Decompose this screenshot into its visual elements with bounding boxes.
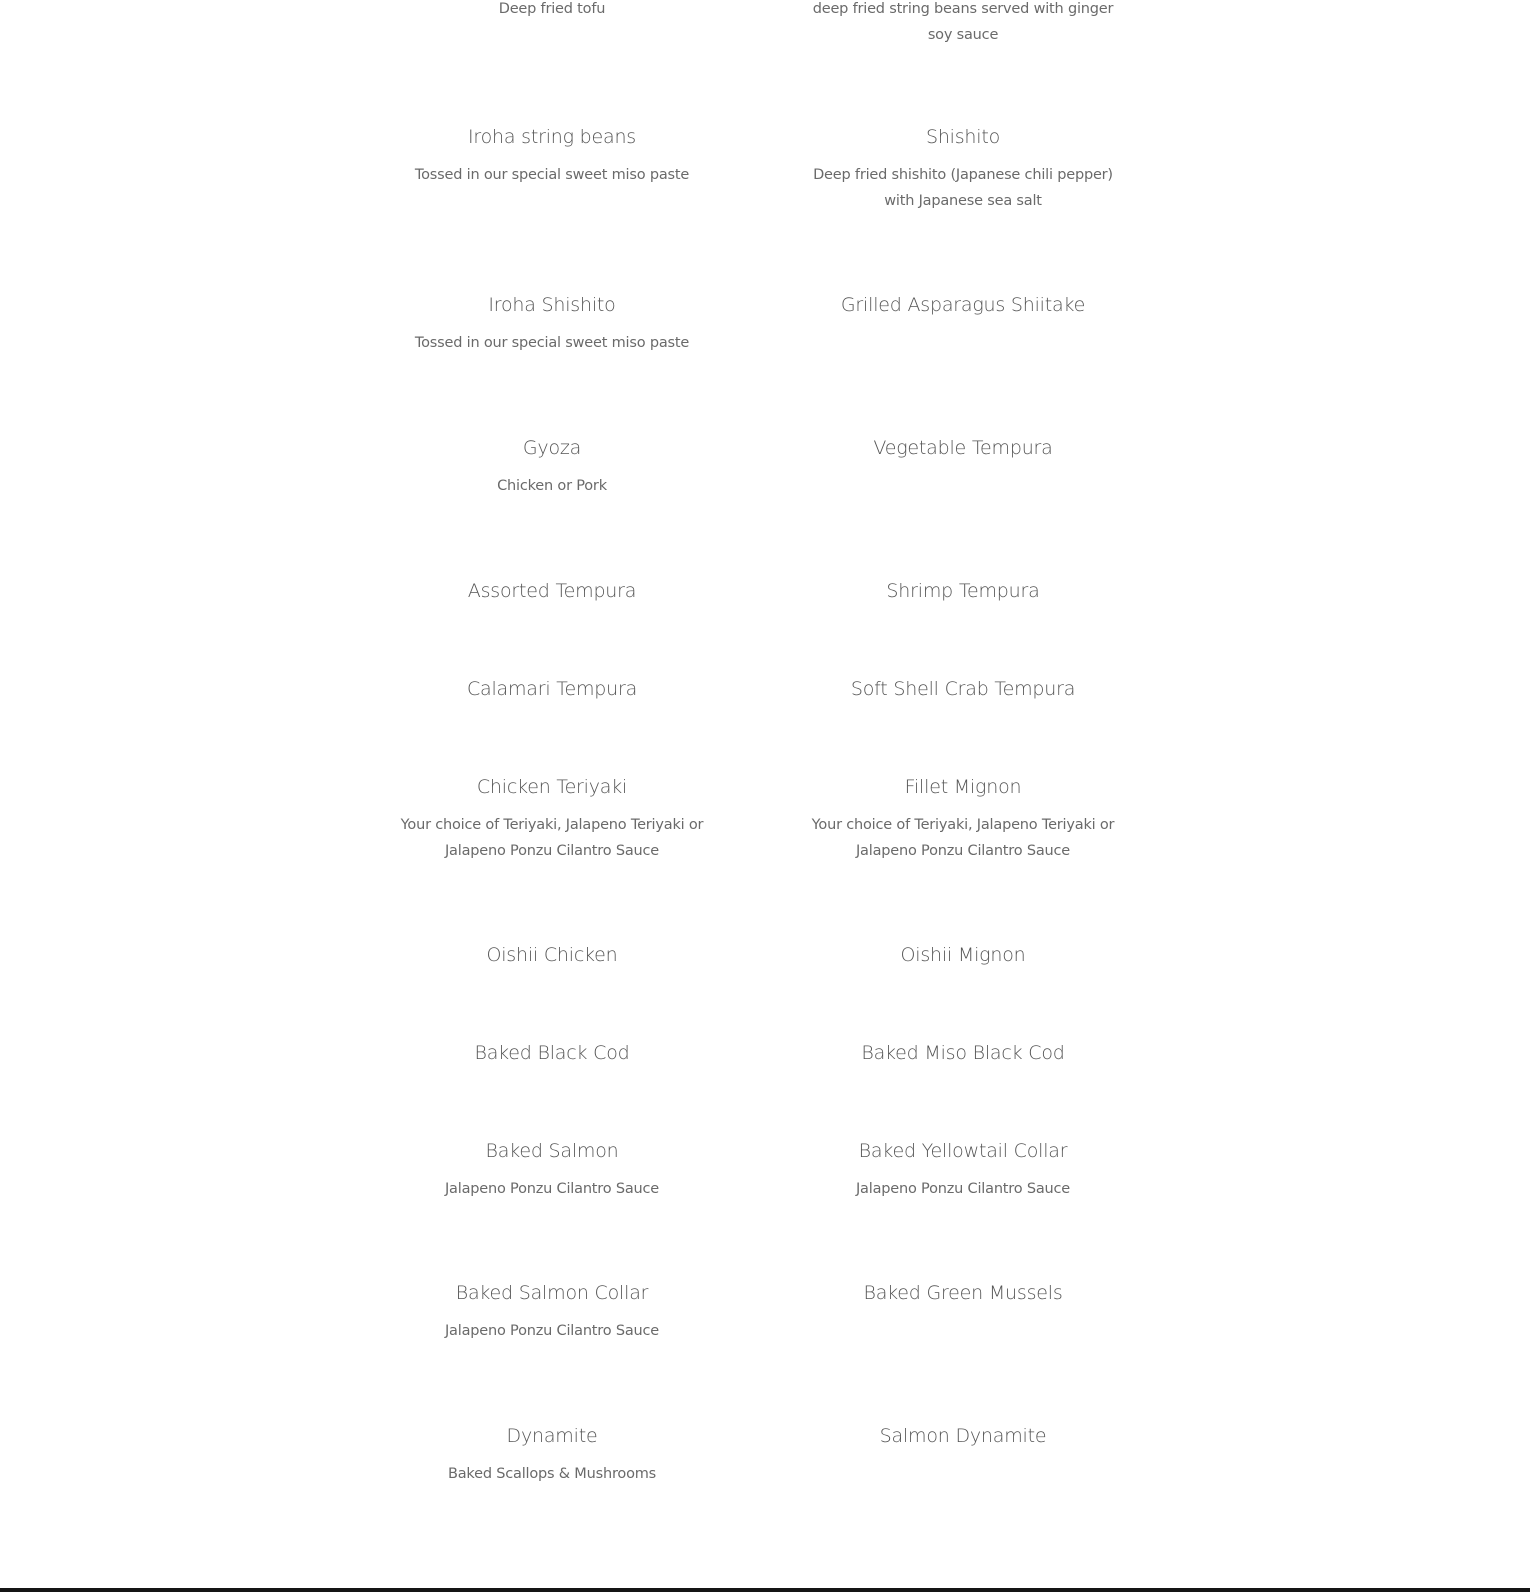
item-description: Chicken or Pork	[497, 478, 607, 494]
menu-item-dynamite	[392, 1424, 712, 1487]
item-description: Deep fried shishito (Japanese chili pepper) with Japanese sea salt	[813, 167, 1113, 209]
item-description: Jalapeno Ponzu Cilantro Sauce	[444, 1323, 659, 1339]
item-description: Baked Scallops & Mushrooms	[447, 1466, 657, 1482]
item-name: Grilled Asparagus Shiitake	[840, 294, 1086, 316]
item-description: Deep fried tofu	[498, 1, 606, 17]
menu-item-baked-black-cod	[392, 1041, 712, 1065]
menu-item-shishito	[803, 125, 1123, 214]
menu-item-salmon-dynamite	[803, 1424, 1123, 1448]
item-description: Tossed in our special sweet miso paste	[414, 335, 690, 351]
item-name: Calamari Tempura	[466, 678, 638, 700]
menu-item-calamari-tempura	[392, 677, 712, 701]
menu-item-baked-yellowtail-collar	[803, 1139, 1123, 1202]
bottom-divider	[0, 1588, 1530, 1592]
menu-item-string-beans-partial	[803, 0, 1123, 48]
item-name: Baked Salmon	[485, 1140, 619, 1162]
menu-item-chicken-teriyaki	[392, 775, 712, 864]
item-name: Chicken Teriyaki	[476, 776, 628, 798]
item-description: Jalapeno Ponzu Cilantro Sauce	[855, 1181, 1070, 1197]
item-name: Soft Shell Crab Tempura	[850, 678, 1076, 700]
menu-item-baked-salmon-collar	[392, 1281, 712, 1344]
item-name: Iroha string beans	[467, 126, 636, 148]
item-name: Baked Yellowtail Collar	[858, 1140, 1068, 1162]
item-name: Iroha Shishito	[488, 294, 616, 316]
menu-item-iroha-string-beans	[392, 125, 712, 188]
item-name: Oishii Chicken	[486, 944, 618, 966]
item-description: deep fried string beans served with ginger soy sauce	[812, 1, 1114, 43]
item-name: Gyoza	[522, 437, 582, 459]
item-name: Shishito	[925, 126, 1001, 148]
menu-item-baked-salmon	[392, 1139, 712, 1202]
item-description: Tossed in our special sweet miso paste	[414, 167, 690, 183]
item-name: Vegetable Tempura	[873, 437, 1053, 459]
menu-item-vegetable-tempura	[803, 436, 1123, 460]
item-name: Salmon Dynamite	[879, 1425, 1047, 1447]
item-name: Baked Salmon Collar	[455, 1282, 649, 1304]
menu-item-iroha-shishito	[392, 293, 712, 356]
item-name: Baked Green Mussels	[863, 1282, 1063, 1304]
menu-item-assorted-tempura	[392, 579, 712, 603]
menu-item-grilled-asparagus-shiitake	[803, 293, 1123, 317]
menu-item-deep-fried-tofu	[392, 0, 712, 22]
menu-item-fillet-mignon	[803, 775, 1123, 864]
item-name: Dynamite	[506, 1425, 598, 1447]
menu-item-baked-miso-black-cod	[803, 1041, 1123, 1065]
menu-item-shrimp-tempura	[803, 579, 1123, 603]
menu-item-oishii-mignon	[803, 943, 1123, 967]
menu-item-oishii-chicken	[392, 943, 712, 967]
item-name: Shrimp Tempura	[886, 580, 1040, 602]
item-name: Baked Miso Black Cod	[861, 1042, 1065, 1064]
item-name: Fillet Mignon	[904, 776, 1022, 798]
item-description: Jalapeno Ponzu Cilantro Sauce	[444, 1181, 659, 1197]
item-description: Your choice of Teriyaki, Jalapeno Teriyaki or Jalapeno Ponzu Cilantro Sauce	[811, 817, 1115, 859]
item-description: Your choice of Teriyaki, Jalapeno Teriyaki or Jalapeno Ponzu Cilantro Sauce	[400, 817, 704, 859]
item-name: Baked Black Cod	[474, 1042, 630, 1064]
menu-item-gyoza	[392, 436, 712, 499]
item-name: Oishii Mignon	[900, 944, 1026, 966]
menu-item-baked-green-mussels	[803, 1281, 1123, 1305]
menu-item-soft-shell-crab-tempura	[803, 677, 1123, 701]
item-name: Assorted Tempura	[467, 580, 637, 602]
